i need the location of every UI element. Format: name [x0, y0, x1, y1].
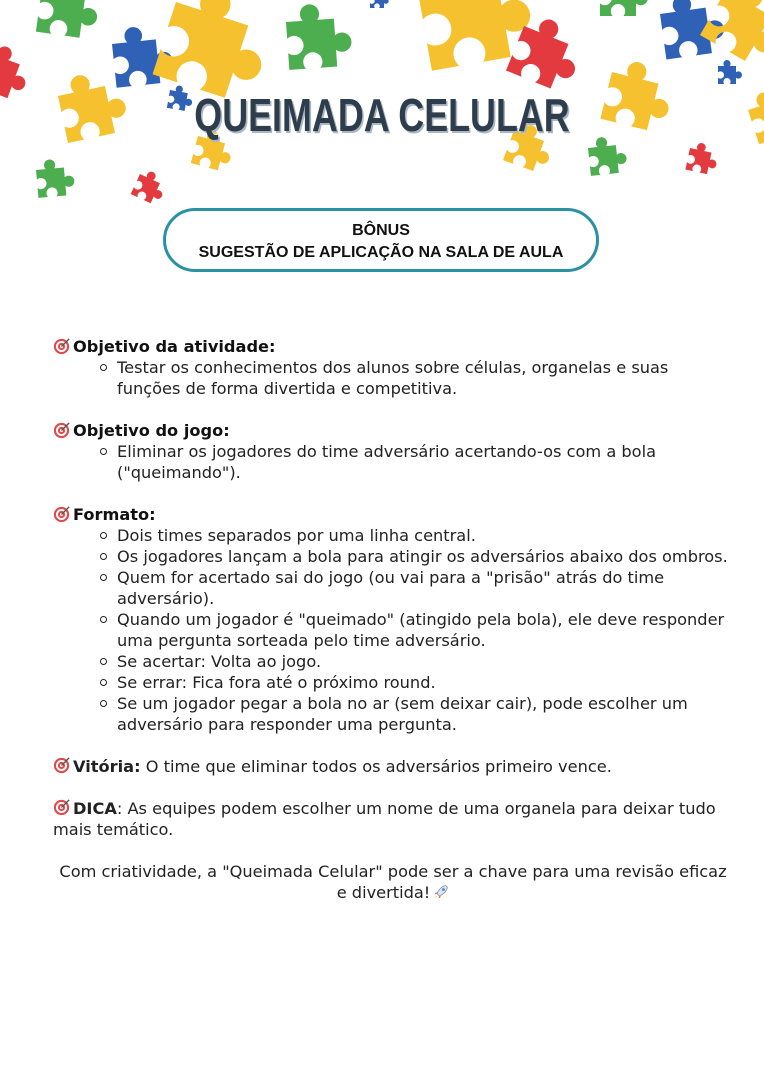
- list-item: Se acertar: Volta ao jogo.: [117, 651, 733, 672]
- puzzle-piece-icon: [131, 167, 170, 206]
- closing-text: Com criatividade, a "Queimada Celular" pode ser a chave para uma revisão eficaz e divertida!: [59, 862, 727, 902]
- list-item: Dois times separados por uma linha central.: [117, 525, 733, 546]
- bonus-label: BÔNUS: [352, 222, 410, 239]
- puzzle-piece-icon: [700, 0, 764, 70]
- vitoria-text: O time que eliminar todos os adversários primeiro vence.: [140, 757, 612, 776]
- list-item: Testar os conhecimentos dos alunos sobre células, organelas e suas funções de forma divertida e competitiva.: [117, 357, 733, 399]
- puzzle-piece-icon: [370, 0, 389, 8]
- dica-text: : As equipes podem escolher um nome de uma organela para deixar tudo mais temático.: [53, 799, 716, 839]
- section-objetivo-atividade: [53, 336, 733, 399]
- bonus-banner: [163, 208, 599, 272]
- bullet-list: [53, 525, 733, 735]
- section-heading: Objetivo do jogo:: [73, 421, 230, 440]
- list-item: Quando um jogador é "queimado" (atingido pela bola), ele deve responder uma pergunta sorteada pelo time adversário.: [117, 609, 733, 651]
- target-icon: [53, 799, 70, 816]
- rocket-icon: [433, 884, 449, 900]
- vitoria-label: Vitória:: [73, 757, 141, 776]
- list-item: Eliminar os jogadores do time adversário acertando-os com a bola ("queimando").: [117, 441, 733, 483]
- list-item: Os jogadores lançam a bola para atingir os adversários abaixo dos ombros.: [117, 546, 733, 567]
- section-heading: Objetivo da atividade:: [73, 337, 276, 356]
- list-item: Se um jogador pegar a bola no ar (sem deixar cair), pode escolher um adversário para responder uma pergunta.: [117, 693, 733, 735]
- section-formato: [53, 504, 733, 735]
- section-heading: Formato:: [73, 505, 156, 524]
- puzzle-piece-icon: [285, 2, 353, 70]
- target-icon: [53, 422, 70, 439]
- list-item: Se errar: Fica fora até o próximo round.: [117, 672, 733, 693]
- puzzle-piece-icon: [685, 141, 720, 176]
- closing-message: [53, 861, 733, 903]
- list-item: Quem for acertado sai do jogo (ou vai para a "prisão" atrás do time adversário).: [117, 567, 733, 609]
- puzzle-piece-icon: [36, 0, 102, 40]
- puzzle-piece-icon: [600, 0, 648, 16]
- target-icon: [53, 757, 70, 774]
- bullet-list: [53, 357, 733, 399]
- target-icon: [53, 506, 70, 523]
- section-dica: [53, 798, 733, 840]
- target-icon: [53, 338, 70, 355]
- puzzle-piece-icon: [718, 60, 742, 84]
- dica-label: DICA: [73, 799, 117, 818]
- section-vitoria: [53, 756, 733, 777]
- page-title: QUEIMADA CELULAR: [194, 89, 570, 141]
- puzzle-piece-icon: [35, 157, 75, 197]
- bullet-list: [53, 441, 733, 483]
- puzzle-piece-icon: [0, 41, 35, 102]
- section-objetivo-jogo: [53, 420, 733, 483]
- activity-content: [53, 336, 733, 903]
- bonus-subtitle: SUGESTÃO DE APLICAÇÃO NA SALA DE AULA: [198, 244, 564, 261]
- puzzle-piece-icon: [744, 84, 764, 144]
